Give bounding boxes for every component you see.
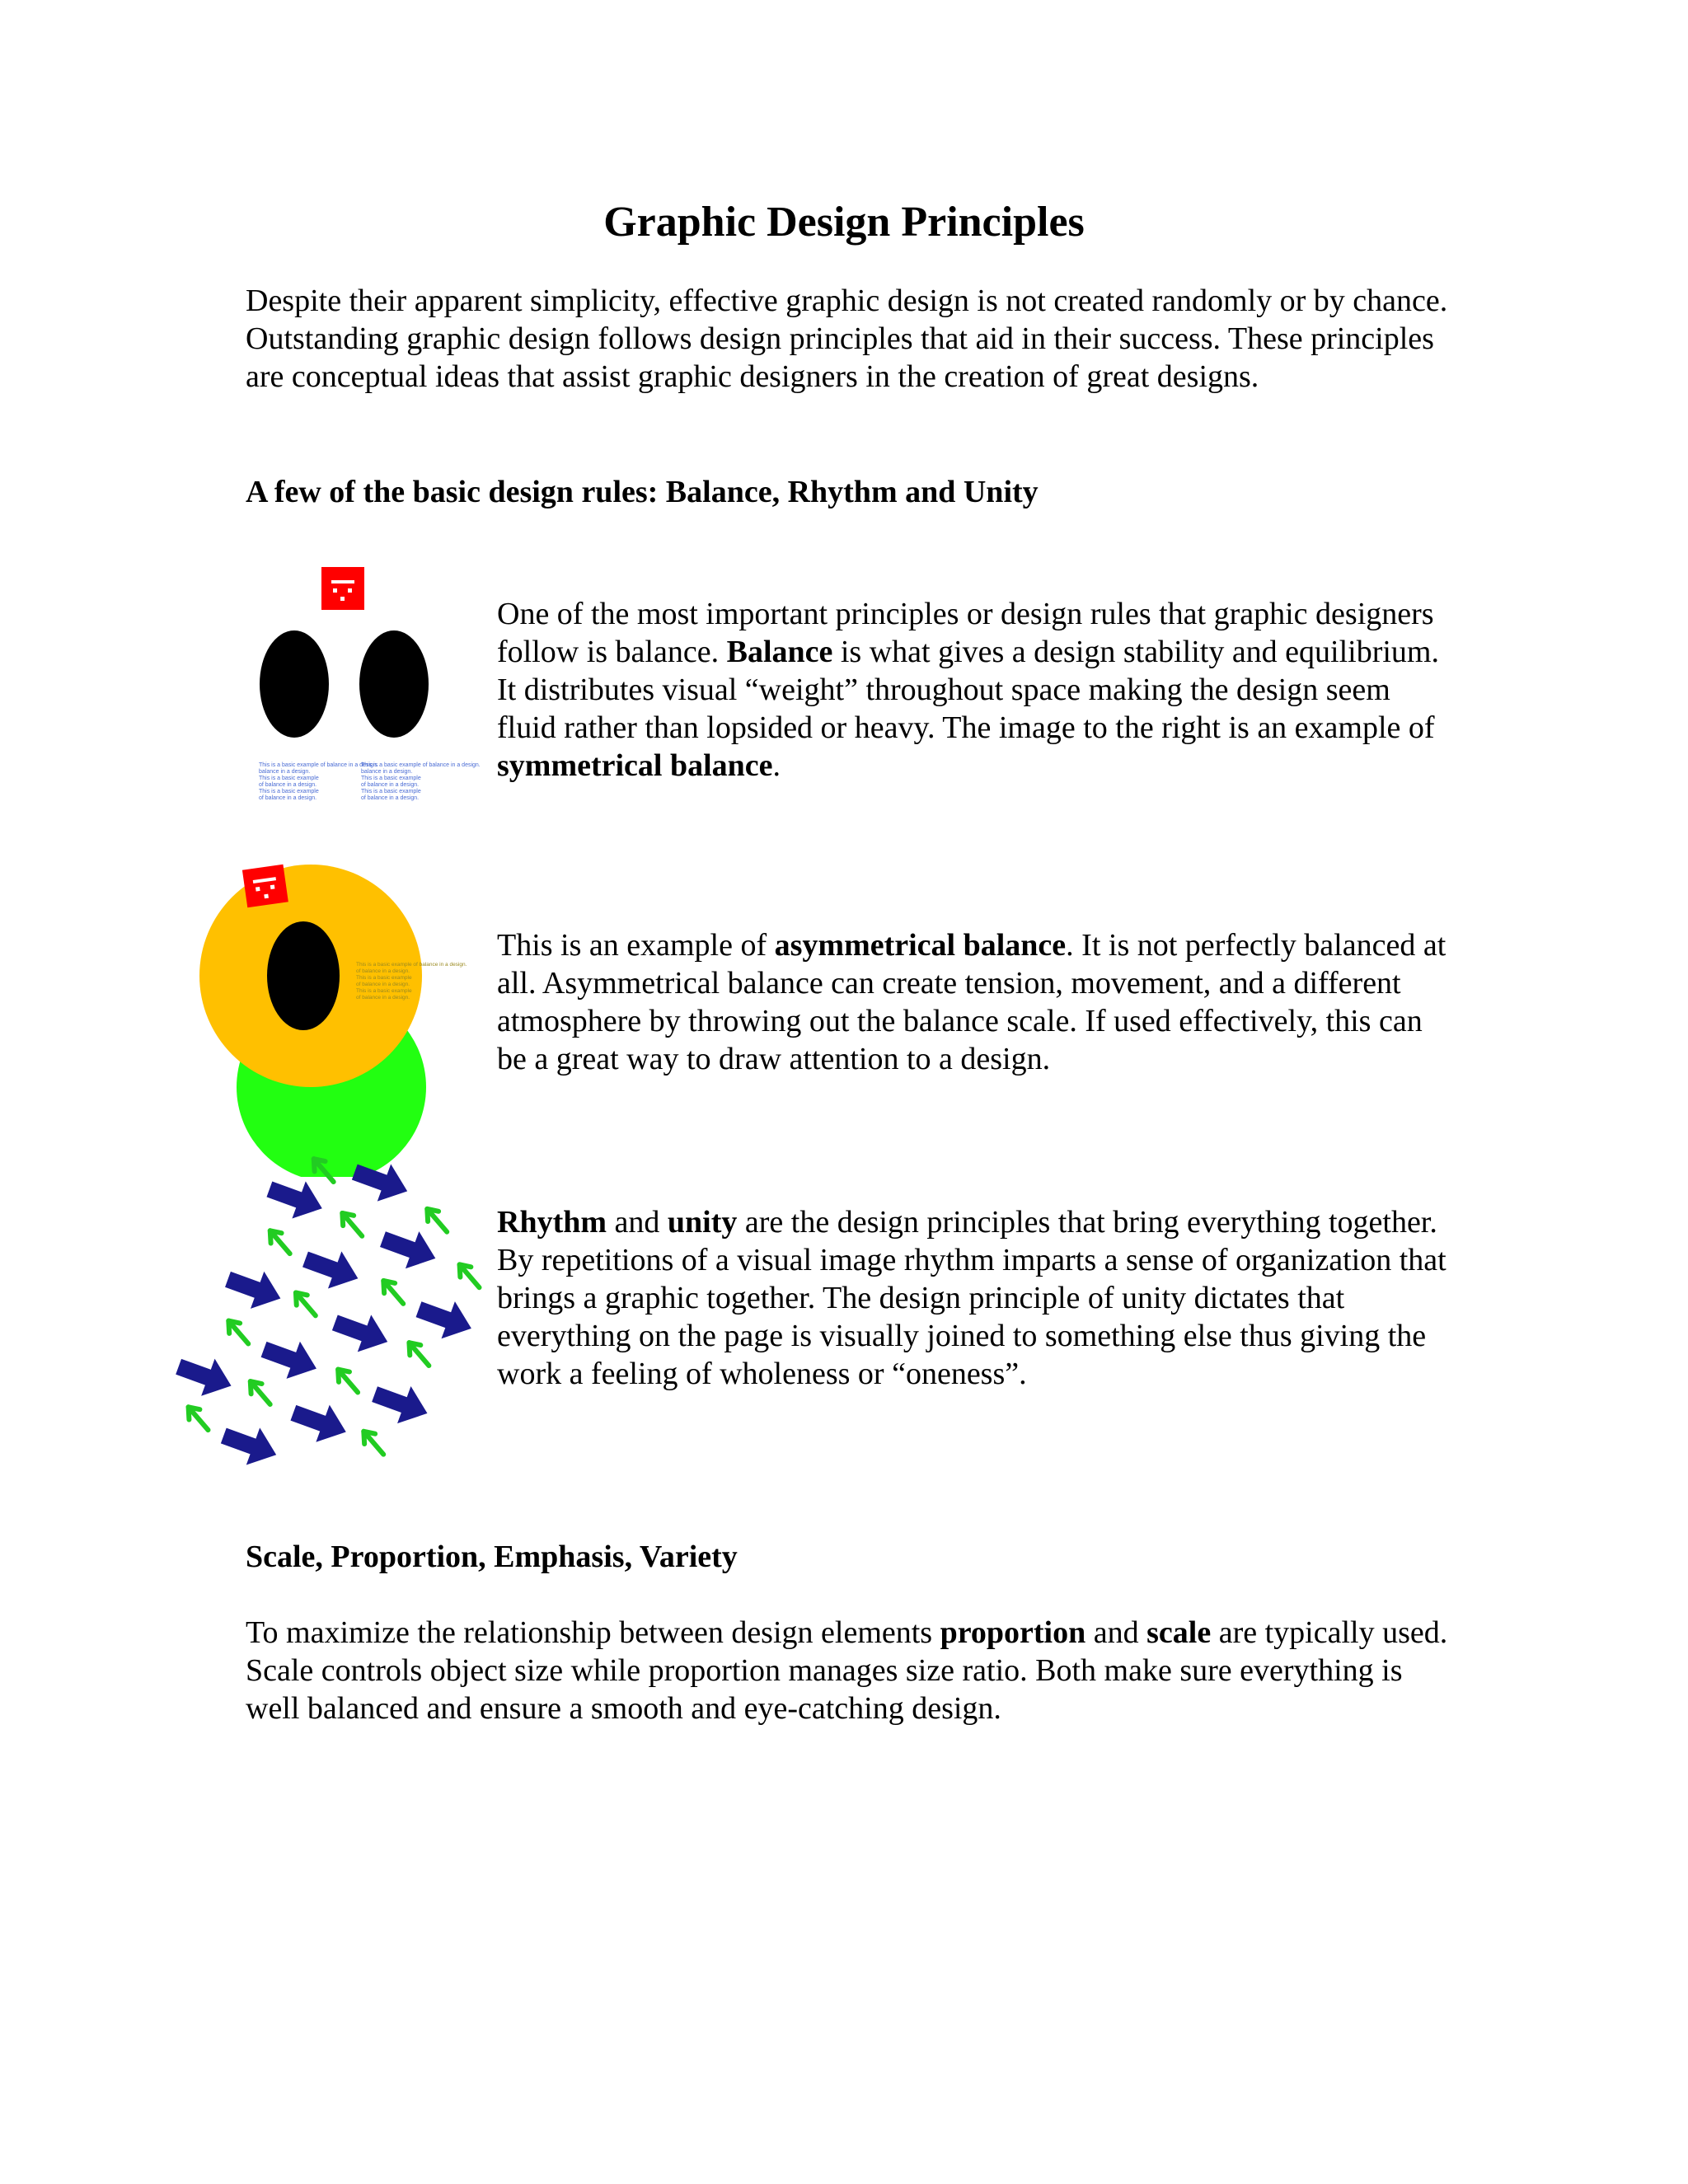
svg-text:of balance in a design.: of balance in a design. [356, 995, 410, 1001]
section-heading-scale-proportion: Scale, Proportion, Emphasis, Variety [246, 1540, 738, 1574]
svg-text:This is a basic example: This is a basic example [259, 776, 319, 781]
svg-text:This is a basic example: This is a basic example [259, 789, 319, 794]
rhythm-pattern-image [241, 1177, 447, 1454]
asymmetrical-caption: This is a basic example of balance in a design. [356, 962, 467, 968]
tilted-red-square-shape [242, 865, 288, 908]
term-scale: scale [1146, 1615, 1212, 1650]
scale-proportion-paragraph: To maximize the relationship between design elements proportion and scale are typically used. Scale controls object size while proportion manages size ratio. Both make sure everything is well balanced and ensure a smooth and eye-catching design. [246, 1615, 1448, 1726]
right-black-ellipse [359, 630, 429, 738]
term-unity: unity [667, 1205, 738, 1240]
symmetrical-caption-left: This is a basic example of balance in a design. [259, 762, 378, 768]
svg-text:balance in a design.: balance in a design. [259, 769, 311, 775]
arrow-pattern-group [155, 1119, 515, 1521]
svg-text:This is a basic example: This is a basic example [361, 789, 421, 794]
term-proportion: proportion [940, 1615, 1086, 1650]
intro-paragraph: Despite their apparent simplicity, effective graphic design is not created randomly or by chance. Outstanding graphic design follows design principles that aid in their success. These principles are conceptual ideas that assist graphic designers in the creation of great designs. [246, 284, 1448, 394]
red-square-shape [321, 567, 364, 610]
svg-text:of balance in a design.: of balance in a design. [361, 782, 420, 788]
balance-paragraph: One of the most important principles or design rules that graphic designers follow is balance. Balance is what gives a design stability and equilibrium. It distributes visual “weight” throughout space making the design seem fluid rather than lopsided or heavy. The image to the right is an example of symmetrical balance. [497, 597, 1439, 783]
black-ellipse-shape [267, 921, 340, 1030]
rhythm-unity-paragraph: Rhythm and unity are the design principles that bring everything together. By repetitions of a visual image rhythm imparts a sense of organization that brings a graphic together. The design principle of unity dictates that everything on the page is visually joined to something else thus giving the work a feeling of wholeness or “oneness”. [497, 1205, 1447, 1391]
svg-text:of balance in a design.: of balance in a design. [356, 968, 410, 974]
asymmetrical-balance-image [241, 860, 467, 1151]
svg-text:of balance in a design.: of balance in a design. [259, 795, 317, 801]
term-symmetrical-balance: symmetrical balance [497, 748, 773, 783]
term-asymmetrical-balance: asymmetrical balance [774, 928, 1067, 963]
symmetrical-balance-image [247, 560, 481, 808]
document-title: Graphic Design Principles [603, 199, 1085, 246]
section-heading-balance-rhythm-unity: A few of the basic design rules: Balance, Rhythm and Unity [246, 475, 1039, 509]
asymmetry-paragraph: This is an example of asymmetrical balance. It is not perfectly balanced at all. Asymmetrical balance can create tension, movement, and a different atmosphere by throwing out the balance scale. If used effectively, this can be a great way to draw attention to a design. [497, 928, 1447, 1076]
svg-text:This is a basic example: This is a basic example [356, 988, 412, 994]
svg-text:balance in a design.: balance in a design. [361, 769, 413, 775]
svg-text:of balance in a design.: of balance in a design. [361, 795, 420, 801]
left-black-ellipse [260, 630, 329, 738]
svg-text:of balance in a design.: of balance in a design. [356, 982, 410, 987]
svg-text:This is a basic example: This is a basic example [361, 776, 421, 781]
term-rhythm: Rhythm [497, 1205, 607, 1240]
svg-text:This is a basic example: This is a basic example [356, 975, 412, 981]
symmetrical-caption-right: This is a basic example of balance in a design. [361, 762, 481, 768]
svg-text:of balance in a design.: of balance in a design. [259, 782, 317, 788]
term-balance: Balance [726, 635, 833, 669]
